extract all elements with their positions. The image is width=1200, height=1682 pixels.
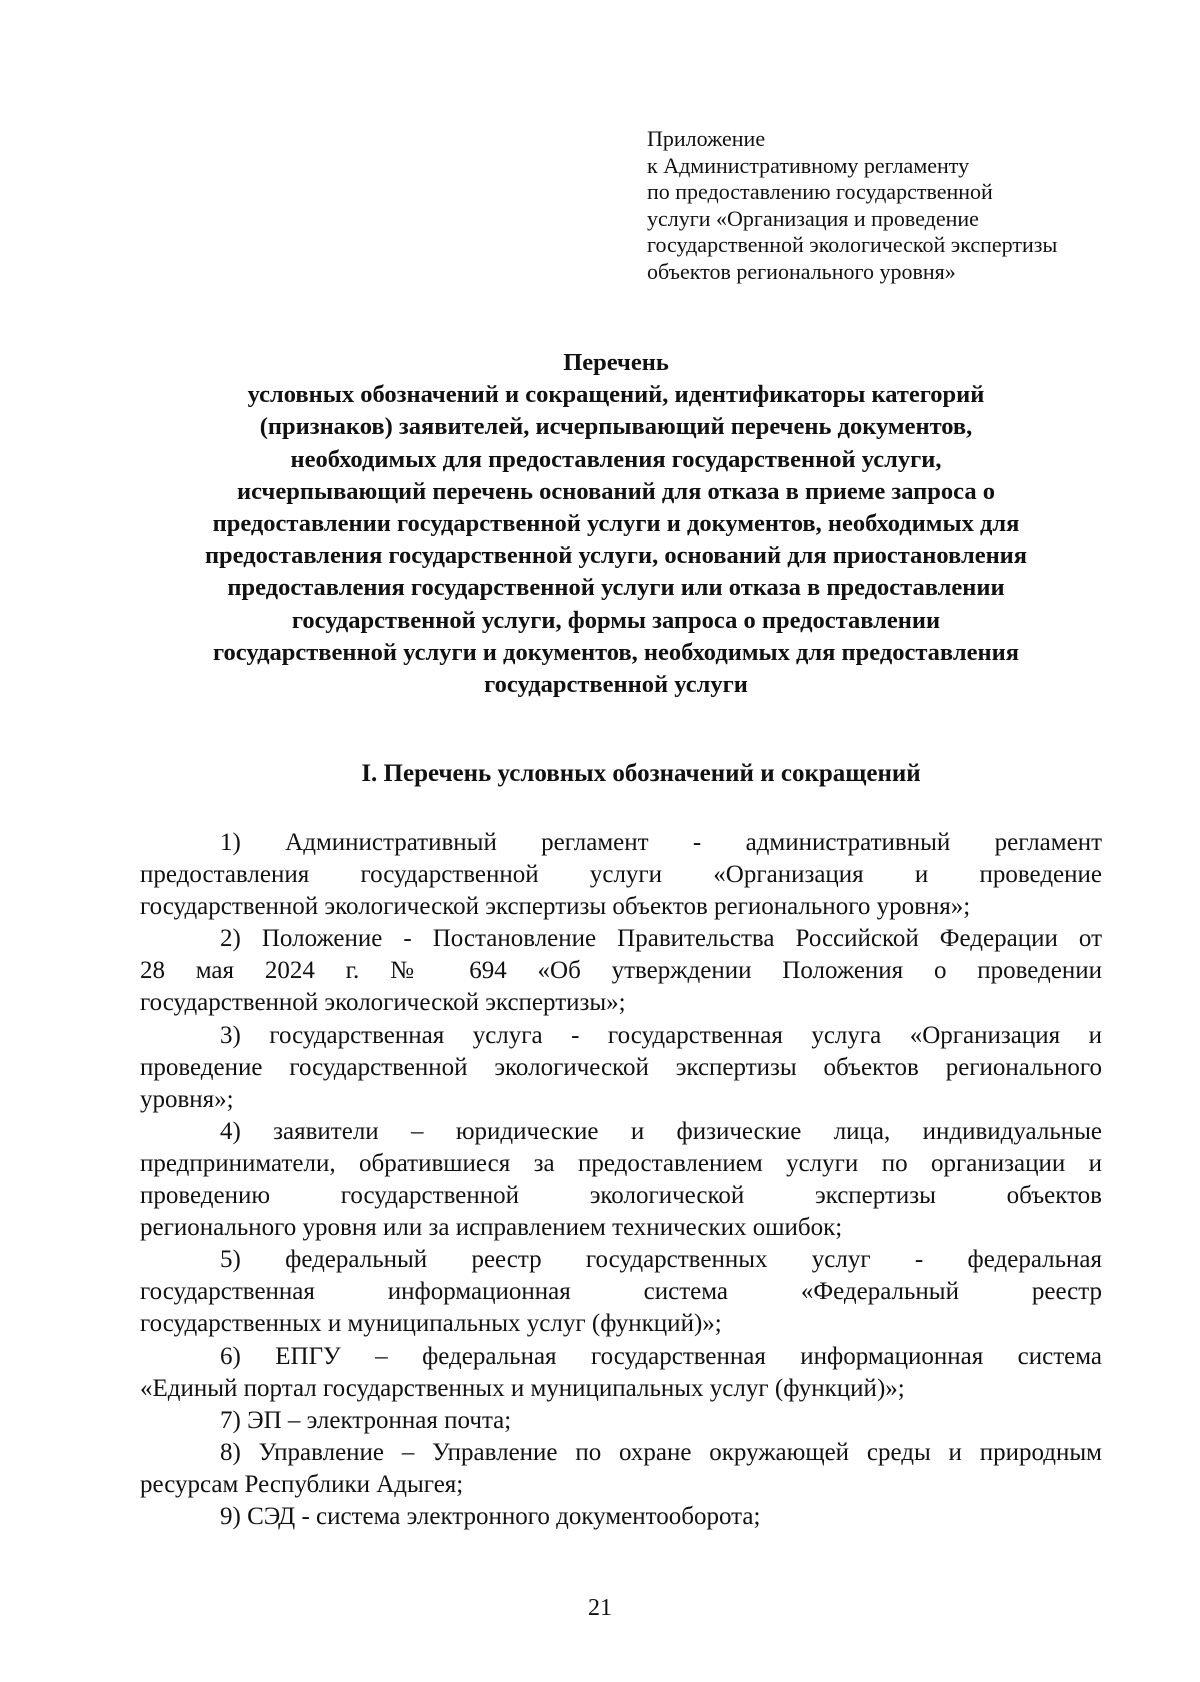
list-item-line: ресурсам Республики Адыгея;	[140, 1470, 464, 1498]
title-line: условных обозначений и сокращений, идентификаторы категорий	[247, 381, 985, 409]
title-line: государственной услуги и документов, необходимых для предоставления	[213, 638, 1019, 666]
list-item-line: 5) федеральный реестр государственных услуг - федеральная	[220, 1246, 1102, 1274]
list-item-line: 1) Административный регламент - административный регламент	[220, 829, 1102, 856]
section-heading: I. Перечень условных обозначений и сокращений	[361, 760, 921, 787]
title-line: необходимых для предоставления государственной услуги,	[290, 445, 942, 473]
list-item-line: «Единый портал государственных и муниципальных услуг (функций)»;	[140, 1374, 905, 1402]
list-item-line: предприниматели, обратившиеся за предоставлением услуги по организации и	[140, 1149, 1102, 1177]
list-item-line: регионального уровня или за исправлением технических ошибок;	[140, 1214, 843, 1242]
list-item-line: 3) государственная услуга - государственная услуга «Организация и	[220, 1021, 1102, 1049]
list-item-line: государственная информационная система «Федеральный реестр	[140, 1278, 1102, 1306]
appendix-line: к Административному регламенту	[647, 152, 970, 178]
page-number: 21	[588, 1595, 612, 1621]
list-item-line: 9) СЭД - система электронного документооборота;	[220, 1502, 761, 1530]
appendix-line: государственной экологической экспертизы	[647, 232, 1058, 258]
title-line: (признаков) заявителей, исчерпывающий перечень документов,	[259, 413, 973, 441]
appendix-line: услуги «Организация и проведение	[647, 205, 979, 231]
title-line: исчерпывающий перечень оснований для отказа в приеме запроса о	[237, 477, 995, 505]
list-item-line: уровня»;	[140, 1085, 234, 1113]
list-item-line: государственной экологической экспертизы»;	[140, 989, 626, 1017]
title-line: государственной услуги, формы запроса о предоставлении	[291, 606, 941, 634]
appendix-line: объектов регионального уровня»	[647, 258, 956, 284]
list-item-line: проведение государственной экологической экспертизы объектов регионального	[140, 1053, 1102, 1081]
list-item-line: 8) Управление – Управление по охране окружающей среды и природным	[220, 1438, 1102, 1466]
title-line: предоставления государственной услуги или отказа в предоставлении	[227, 574, 1005, 602]
list-item-line: государственной экологической экспертизы объектов регионального уровня»;	[140, 893, 971, 921]
title-line: предоставлении государственной услуги и документов, необходимых для	[212, 510, 1020, 538]
title-line: Перечень	[563, 349, 669, 376]
definitions-list	[140, 827, 1102, 1533]
list-item-line: 6) ЕПГУ – федеральная государственная информационная система	[220, 1342, 1102, 1370]
list-item-line: предоставления государственной услуги «Организация и проведение	[140, 861, 1102, 889]
document-title	[140, 347, 1092, 701]
appendix-line: Приложение	[647, 126, 766, 151]
list-item-line: 7) ЭП – электронная почта;	[220, 1406, 512, 1434]
list-item-line: 2) Положение - Постановление Правительства Российской Федерации от	[220, 925, 1102, 953]
list-item-line: 4) заявители – юридические и физические лица, индивидуальные	[220, 1117, 1102, 1145]
title-line: государственной услуги	[484, 671, 748, 699]
appendix-line: по предоставлению государственной	[647, 179, 993, 205]
title-line: предоставления государственной услуги, оснований для приостановления	[204, 542, 1028, 570]
list-item-line: 28 мая 2024 г. № 694 «Об утверждении Положения о проведении	[140, 957, 1102, 985]
list-item-line: государственных и муниципальных услуг (функций)»;	[140, 1310, 722, 1338]
appendix-note	[647, 126, 1117, 286]
list-item-line: проведению государственной экологической экспертизы объектов	[140, 1182, 1102, 1210]
